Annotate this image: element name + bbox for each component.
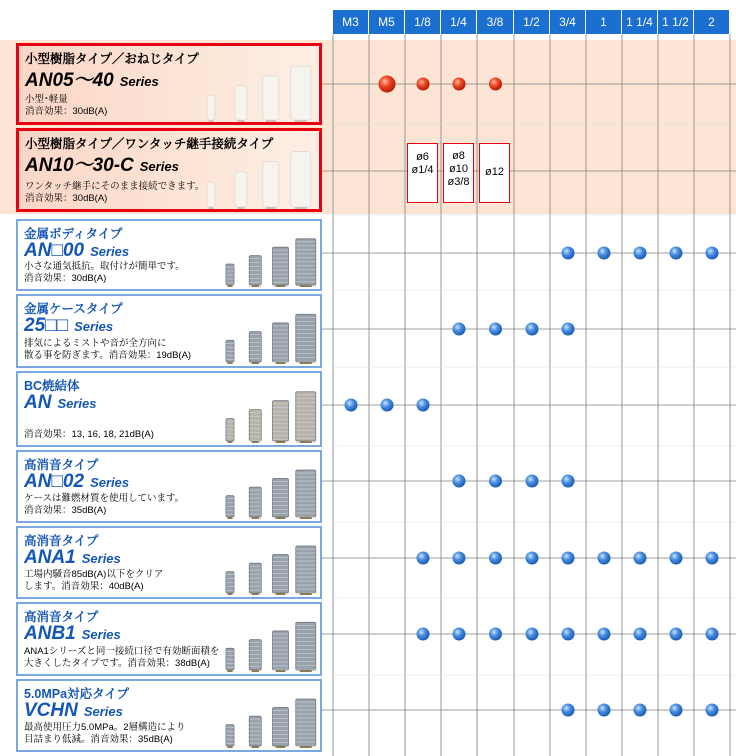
blue-availability-dot bbox=[562, 552, 575, 565]
series-code: AN bbox=[24, 392, 52, 413]
header-M3: M3 bbox=[333, 10, 369, 34]
description-line: します。消音効果：40dB(A) bbox=[24, 581, 144, 592]
series-name bbox=[24, 471, 129, 493]
series-category: BC焼結体 bbox=[24, 379, 80, 393]
blue-availability-dot bbox=[562, 247, 575, 260]
product-illustration bbox=[199, 137, 319, 209]
header-3-8: 3/8 bbox=[477, 10, 514, 34]
product-image bbox=[199, 52, 319, 122]
series-description bbox=[24, 261, 185, 285]
series-card bbox=[16, 128, 322, 212]
tube-size-label: ø8 bbox=[452, 150, 465, 162]
blue-availability-dot bbox=[598, 704, 611, 717]
header-1-1-4: 1 1/4 bbox=[622, 10, 658, 34]
series-category: 高消音タイプ bbox=[24, 610, 99, 624]
description-line: ワンタッチ継手にそのまま接続できます。 bbox=[25, 181, 205, 192]
blue-availability-dot bbox=[489, 628, 502, 641]
series-code: ANA1 bbox=[24, 547, 76, 568]
description-line: 排気によるミストや音が全方向に bbox=[24, 338, 167, 349]
blue-availability-dot bbox=[634, 628, 647, 641]
blue-availability-dot bbox=[345, 399, 358, 412]
series-card bbox=[16, 371, 322, 447]
header-1-2: 1/2 bbox=[514, 10, 550, 34]
series-suffix: Series bbox=[90, 244, 130, 259]
product-illustration bbox=[218, 687, 318, 748]
product-image bbox=[218, 534, 318, 595]
blue-availability-dot bbox=[526, 323, 539, 336]
series-card bbox=[16, 294, 322, 368]
series-name bbox=[24, 547, 121, 569]
description-line: 消音効果：30dB(A) bbox=[25, 193, 108, 204]
series-description bbox=[24, 338, 191, 362]
series-suffix: Series bbox=[74, 319, 114, 334]
blue-availability-dot bbox=[598, 552, 611, 565]
description-line: 小さな通気抵抗。取付けが簡単です。 bbox=[24, 261, 185, 272]
blue-availability-dot bbox=[562, 475, 575, 488]
series-description bbox=[25, 94, 107, 118]
series-name bbox=[24, 700, 123, 722]
tube-size-box bbox=[407, 143, 438, 203]
red-availability-dot bbox=[489, 78, 502, 91]
blue-availability-dot bbox=[634, 247, 647, 260]
series-category: 金属ケースタイプ bbox=[24, 302, 123, 316]
series-suffix: Series bbox=[83, 704, 123, 719]
description-line: 目詰まり低減。消音効果：35dB(A) bbox=[24, 734, 173, 745]
blue-availability-dot bbox=[417, 552, 430, 565]
product-illustration bbox=[218, 227, 318, 287]
product-illustration bbox=[218, 379, 318, 443]
series-description bbox=[24, 646, 219, 670]
series-name bbox=[24, 315, 113, 337]
header-M5: M5 bbox=[369, 10, 405, 34]
tube-size-box bbox=[479, 143, 510, 203]
series-code: AN□02 bbox=[24, 471, 85, 492]
blue-availability-dot bbox=[489, 552, 502, 565]
blue-availability-dot bbox=[670, 704, 683, 717]
series-category: 小型樹脂タイプ／おねじタイプ bbox=[25, 52, 199, 66]
port-size-header bbox=[333, 10, 730, 34]
blue-availability-dot bbox=[526, 552, 539, 565]
description-line: ケースは難燃材質を使用しています。 bbox=[24, 493, 185, 504]
header-1: 1 bbox=[586, 10, 622, 34]
blue-availability-dot bbox=[453, 323, 466, 336]
description-line: 消音効果：30dB(A) bbox=[24, 273, 107, 284]
blue-availability-dot bbox=[670, 552, 683, 565]
blue-availability-dot bbox=[417, 399, 430, 412]
blue-availability-dot bbox=[526, 475, 539, 488]
series-code: AN10～30-C bbox=[25, 155, 134, 176]
tube-size-label: ø6 bbox=[416, 151, 429, 163]
blue-availability-dot bbox=[634, 704, 647, 717]
blue-availability-dot bbox=[562, 323, 575, 336]
blue-availability-dot bbox=[453, 475, 466, 488]
series-code: AN05～40 bbox=[25, 70, 114, 91]
blue-availability-dot bbox=[453, 628, 466, 641]
red-availability-dot bbox=[379, 76, 396, 93]
header-1-8: 1/8 bbox=[405, 10, 441, 34]
product-illustration bbox=[218, 458, 318, 519]
blue-availability-dot bbox=[706, 704, 719, 717]
blue-availability-dot bbox=[417, 628, 430, 641]
series-description bbox=[24, 429, 154, 441]
product-image bbox=[218, 302, 318, 364]
blue-availability-dot bbox=[706, 628, 719, 641]
series-code: VCHN bbox=[24, 700, 78, 721]
product-image bbox=[218, 687, 318, 748]
series-card bbox=[16, 679, 322, 752]
description-line: 小型･軽量 bbox=[25, 94, 68, 105]
series-card bbox=[16, 219, 322, 291]
series-category: 金属ボディタイプ bbox=[24, 227, 123, 241]
red-availability-dot bbox=[453, 78, 466, 91]
description-line: 最高使用圧力5.0MPa。2層構造により bbox=[24, 722, 186, 733]
blue-availability-dot bbox=[634, 552, 647, 565]
header-3-4: 3/4 bbox=[550, 10, 586, 34]
series-suffix: Series bbox=[81, 627, 121, 642]
blue-availability-dot bbox=[706, 247, 719, 260]
blue-availability-dot bbox=[706, 552, 719, 565]
series-description bbox=[24, 569, 163, 593]
tube-size-label: ø1/4 bbox=[411, 164, 434, 176]
series-name bbox=[25, 65, 159, 92]
series-card bbox=[16, 450, 322, 523]
description-line: 消音効果：35dB(A) bbox=[24, 505, 107, 516]
description-line: 消音効果：13, 16, 18, 21dB(A) bbox=[24, 429, 154, 440]
series-description bbox=[24, 493, 184, 517]
description-line: 工場内騒音85dB(A)以下をクリア bbox=[24, 569, 164, 580]
blue-availability-dot bbox=[562, 704, 575, 717]
product-image bbox=[218, 610, 318, 672]
tube-size-label: ø12 bbox=[485, 166, 504, 178]
product-illustration bbox=[218, 534, 318, 595]
series-name bbox=[24, 240, 129, 262]
header-2: 2 bbox=[694, 10, 730, 34]
description-line: 散る事を防ぎます。消音効果：19dB(A) bbox=[24, 350, 192, 361]
product-illustration bbox=[199, 52, 319, 122]
product-image bbox=[218, 227, 318, 287]
description-line: 大きくしたタイプです。消音効果：38dB(A) bbox=[24, 658, 210, 669]
series-suffix: Series bbox=[57, 396, 97, 411]
product-image bbox=[199, 137, 319, 209]
series-name bbox=[24, 623, 121, 645]
series-description bbox=[25, 181, 204, 205]
series-category: 小型樹脂タイプ／ワンタッチ継手接続タイプ bbox=[25, 137, 274, 151]
series-card bbox=[16, 526, 322, 599]
series-suffix: Series bbox=[81, 551, 121, 566]
series-card bbox=[16, 602, 322, 676]
series-suffix: Series bbox=[119, 74, 159, 89]
series-code: AN□00 bbox=[24, 240, 85, 261]
blue-availability-dot bbox=[526, 628, 539, 641]
series-category: 高消音タイプ bbox=[24, 458, 99, 472]
red-availability-dot bbox=[417, 78, 430, 91]
tube-size-box bbox=[443, 143, 474, 203]
series-description bbox=[24, 722, 186, 746]
series-code: 25□□ bbox=[24, 315, 69, 336]
blue-availability-dot bbox=[670, 247, 683, 260]
blue-availability-dot bbox=[489, 475, 502, 488]
blue-availability-dot bbox=[598, 628, 611, 641]
series-suffix: Series bbox=[139, 159, 179, 174]
header-1-1-2: 1 1/2 bbox=[658, 10, 694, 34]
series-category: 5.0MPa対応タイプ bbox=[24, 687, 129, 701]
product-image bbox=[218, 458, 318, 519]
tube-size-label: ø10 bbox=[449, 163, 468, 175]
blue-availability-dot bbox=[489, 323, 502, 336]
description-line: 消音効果：30dB(A) bbox=[25, 106, 108, 117]
tube-size-label: ø3/8 bbox=[447, 176, 470, 188]
blue-availability-dot bbox=[562, 628, 575, 641]
product-image bbox=[218, 379, 318, 443]
blue-availability-dot bbox=[453, 552, 466, 565]
product-illustration bbox=[218, 610, 318, 672]
series-name bbox=[25, 150, 179, 177]
series-category: 高消音タイプ bbox=[24, 534, 99, 548]
description-line: ANA1シリーズと同一接続口径で有効断面積を bbox=[24, 646, 220, 657]
series-card bbox=[16, 43, 322, 125]
series-name bbox=[24, 392, 97, 414]
header-1-4: 1/4 bbox=[441, 10, 477, 34]
product-illustration bbox=[218, 302, 318, 364]
blue-availability-dot bbox=[381, 399, 394, 412]
blue-availability-dot bbox=[598, 247, 611, 260]
series-suffix: Series bbox=[90, 475, 130, 490]
blue-availability-dot bbox=[670, 628, 683, 641]
series-code: ANB1 bbox=[24, 623, 76, 644]
